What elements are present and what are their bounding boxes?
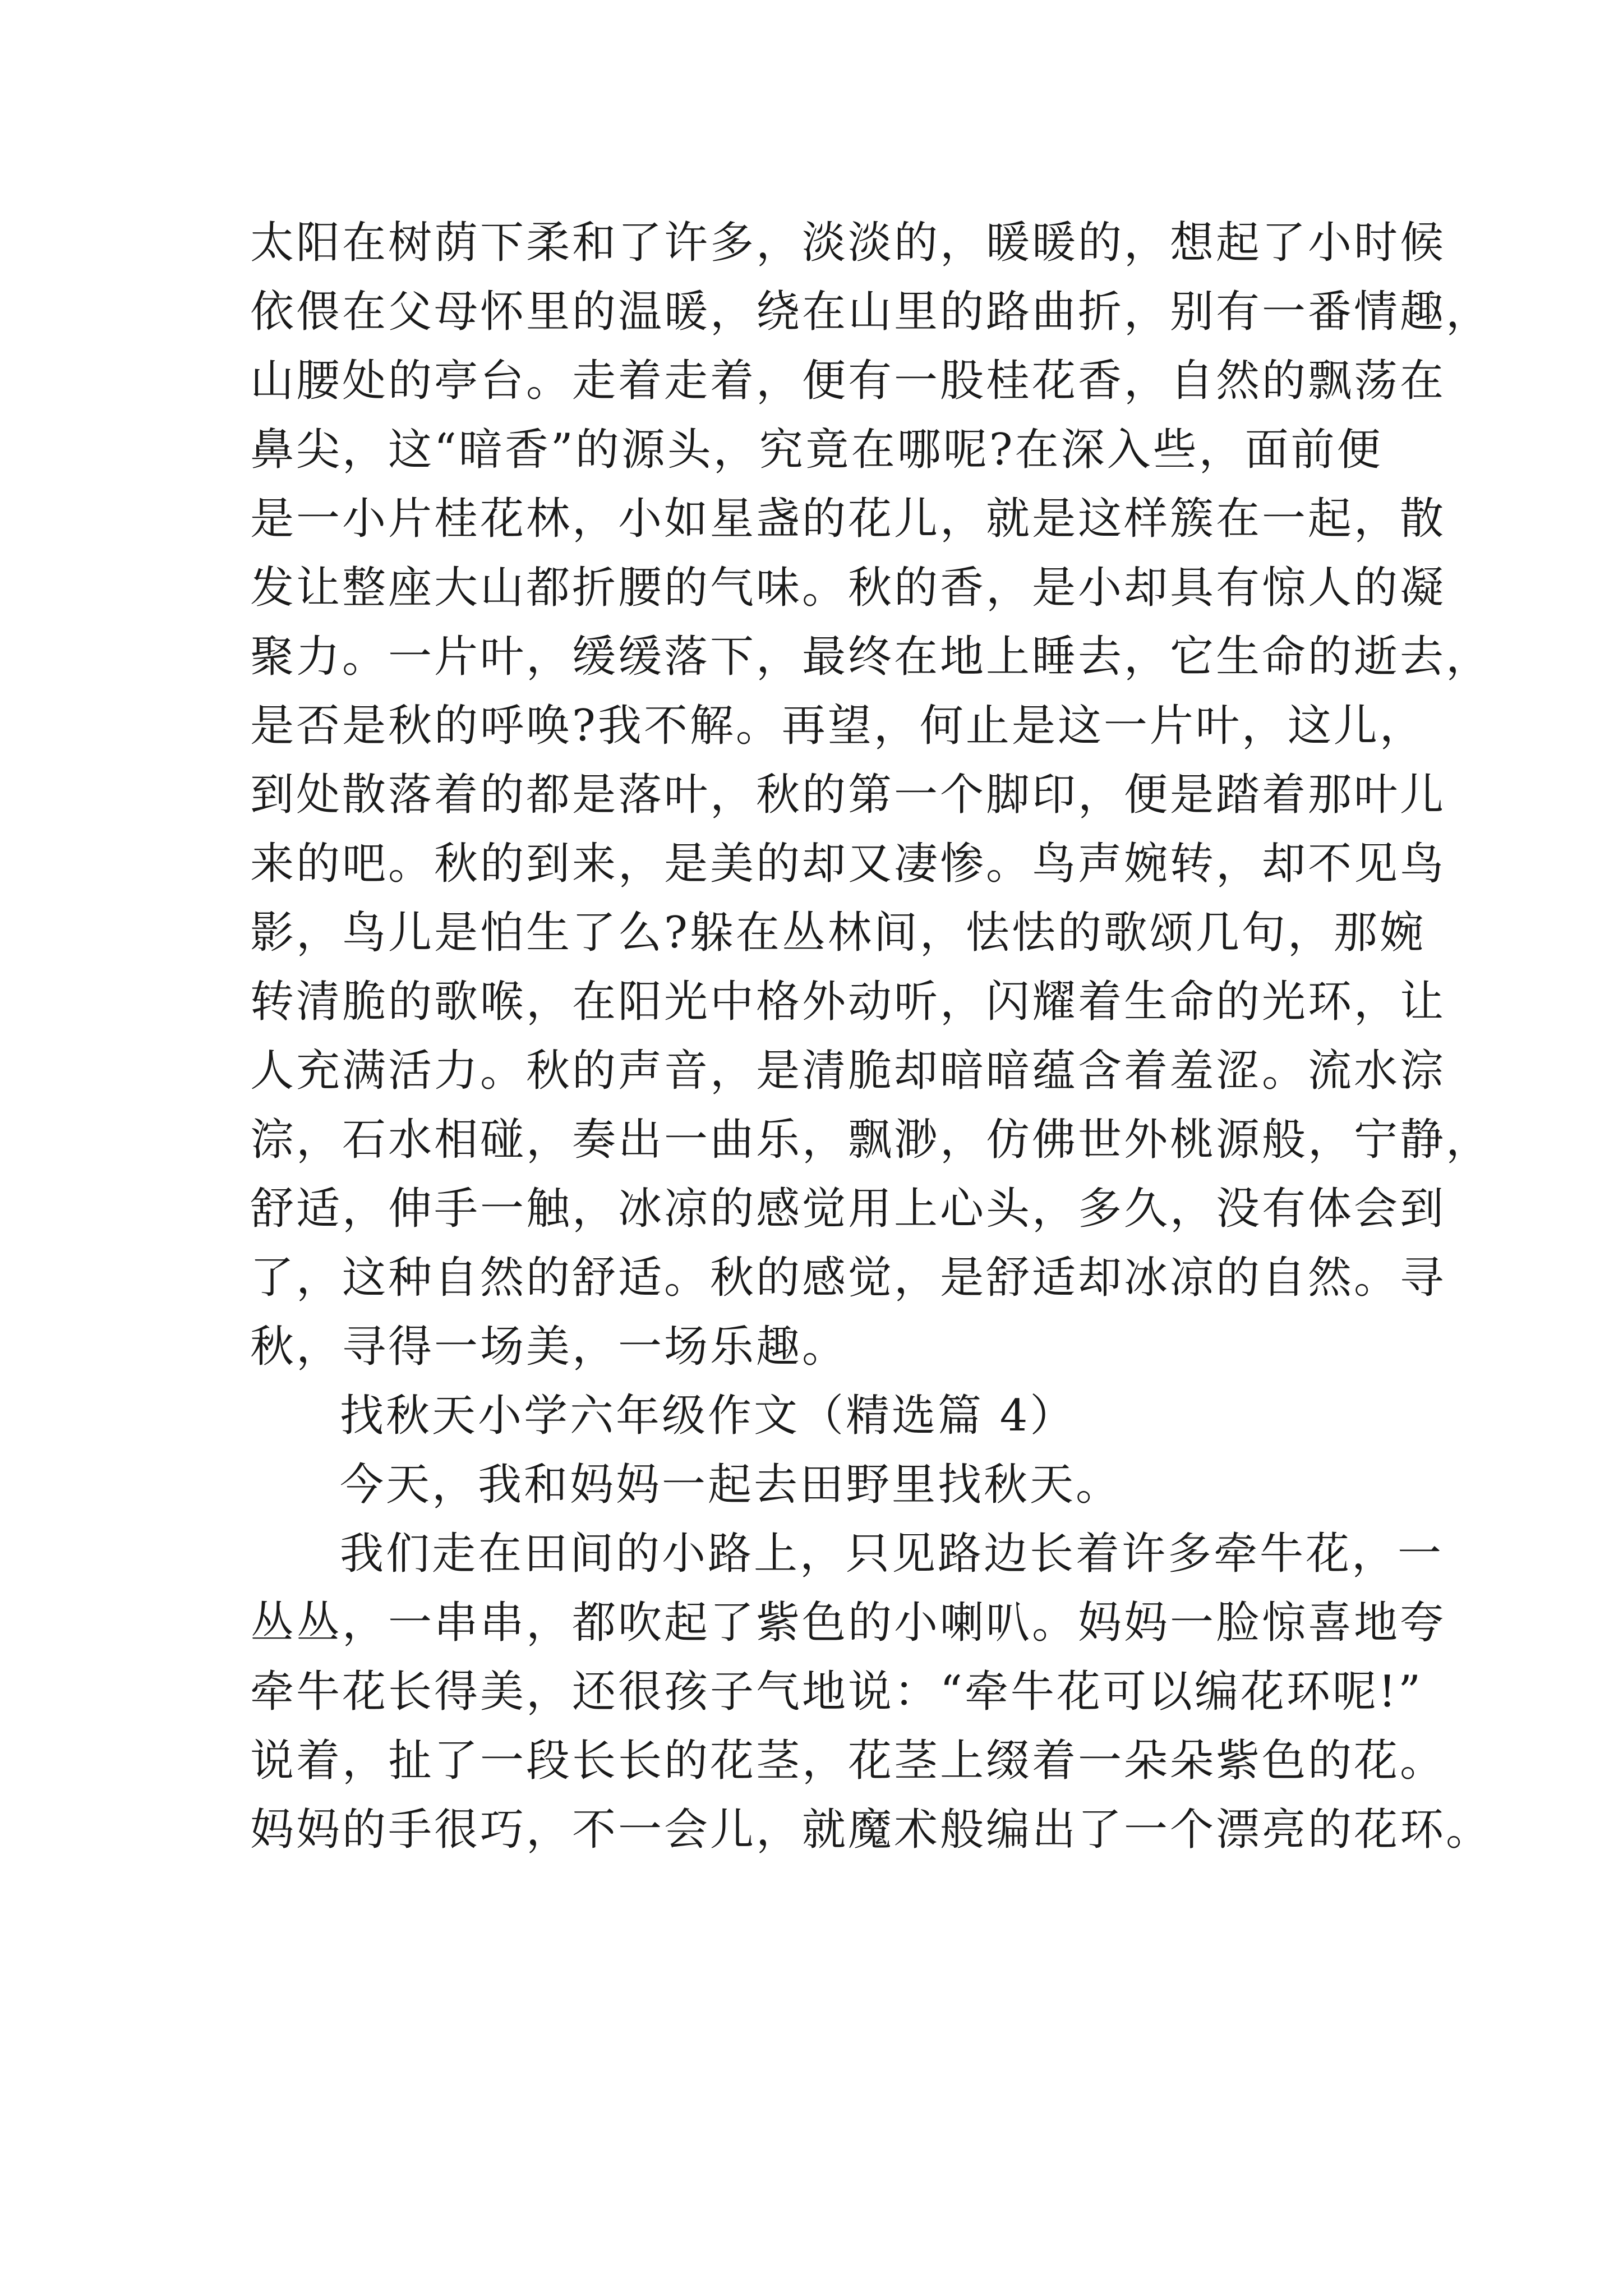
text-line: 影，鸟儿是怕生了么?躲在丛林间，怯怯的歌颂几句，那婉: [250, 908, 1426, 958]
text-line: 发让整座大山都折腰的气味。秋的香，是小却具有惊人的凝: [250, 563, 1446, 613]
section-heading: 找秋天小学六年级作文（精选篇 4）: [340, 1391, 1076, 1441]
text-line: 转清脆的歌喉，在阳光中格外动听，闪耀着生命的光环，让: [250, 977, 1446, 1027]
paragraph-start: 我们走在田间的小路上，只见路边长着许多牵牛花，一: [340, 1529, 1444, 1579]
text-line: 了，这种自然的舒适。秋的感觉，是舒适却冰凉的自然。寻: [250, 1253, 1446, 1303]
text-line: 秋，寻得一场美，一场乐趣。: [250, 1322, 849, 1372]
paragraph-start: 今天，我和妈妈一起去田野里找秋天。: [340, 1460, 1122, 1510]
text-line: 鼻尖，这“暗香”的源头，究竟在哪呢?在深入些，面前便: [250, 425, 1383, 475]
text-line: 舒适，伸手一触，冰凉的感觉用上心头，多久，没有体会到: [250, 1184, 1446, 1234]
text-line: 是否是秋的呼唤?我不解。再望，何止是这一片叶，这儿，: [250, 701, 1426, 751]
text-line: 丛丛，一串串，都吹起了紫色的小喇叭。妈妈一脸惊喜地夸: [250, 1598, 1446, 1648]
text-line: 依偎在父母怀里的温暖，绕在山里的路曲折，别有一番情趣，: [250, 287, 1492, 337]
text-line: 说着，扯了一段长长的花茎，花茎上缀着一朵朵紫色的花。: [250, 1736, 1446, 1786]
text-line: 妈妈的手很巧，不一会儿，就魔术般编出了一个漂亮的花环。: [250, 1805, 1492, 1855]
text-line: 淙，石水相碰，奏出一曲乐，飘渺，仿佛世外桃源般，宁静，: [250, 1115, 1492, 1165]
text-line: 到处散落着的都是落叶，秋的第一个脚印，便是踏着那叶儿: [250, 770, 1446, 820]
text-line: 聚力。一片叶，缓缓落下，最终在地上睡去，它生命的逝去，: [250, 632, 1492, 682]
text-line: 人充满活力。秋的声音，是清脆却暗暗蕴含着羞涩。流水淙: [250, 1046, 1446, 1096]
text-line: 太阳在树荫下柔和了许多，淡淡的，暖暖的，想起了小时候: [250, 218, 1446, 268]
text-line: 来的吧。秋的到来，是美的却又凄惨。鸟声婉转，却不见鸟: [250, 839, 1446, 889]
text-line: 山腰处的亭台。走着走着，便有一股桂花香，自然的飘荡在: [250, 356, 1446, 406]
body-text: [250, 209, 1492, 1865]
text-line: 牵牛花长得美，还很孩子气地说：“牵牛花可以编花环呢!”: [250, 1667, 1423, 1717]
text-line: 是一小片桂花林，小如星盏的花儿，就是这样簇在一起，散: [250, 494, 1446, 544]
